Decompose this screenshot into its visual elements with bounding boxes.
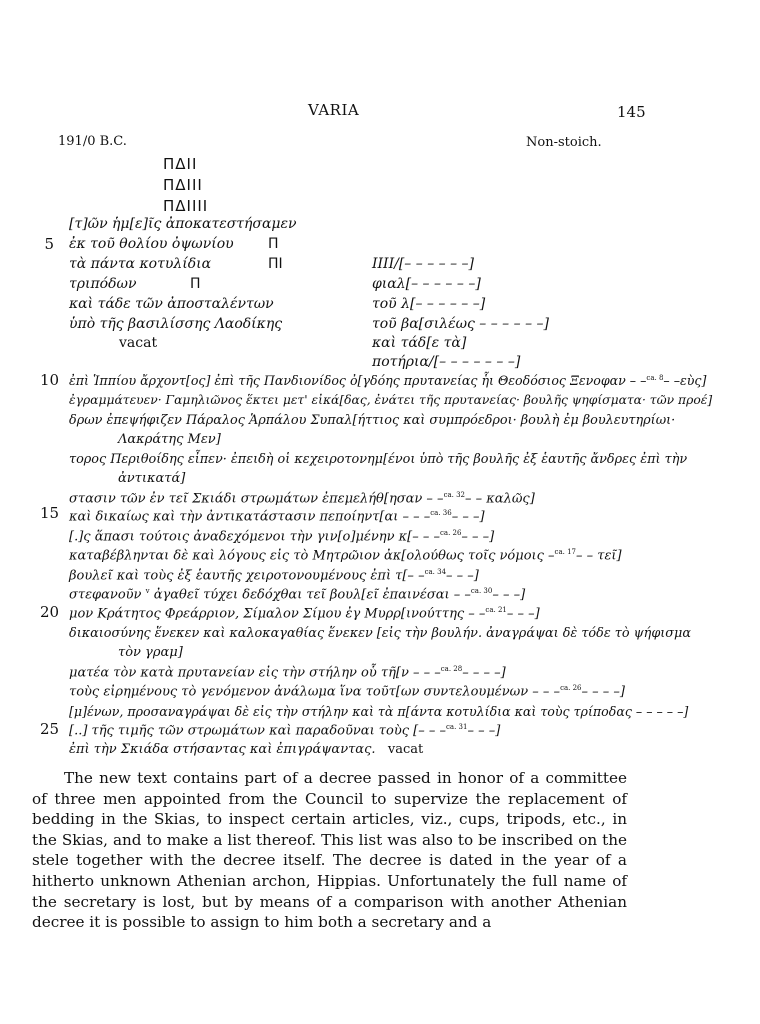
text-line: καὶ τάδ[ε τὰ] <box>372 335 467 351</box>
vacat-label: vacat <box>119 335 158 351</box>
text-line: τὰ πάντα κοτυλίδια <box>69 256 212 272</box>
text-line: βουλεῖ καὶ τοὺς ἐξ ἑαυτῆς χειροτονουμένους ἐπὶ τ[– –$^{ca. 34}$– – –] <box>69 568 479 584</box>
text-line: [..] τῆς τιμῆς τῶν στρωμάτων καὶ παραδοῦναι τοὺς [– – –$^{ca. 31}$– – –] <box>69 723 501 739</box>
text-line: ποτήρια/[– – – – – – –] <box>372 354 521 370</box>
stoich-label: Non-stoich. <box>526 135 602 150</box>
line-number: 15 <box>40 504 60 522</box>
text-line: δικαιοσύνης ἕνεκεν καὶ καλοκαγαθίας ἕνεκεν [εἰς τὴν βουλήν. ἀναγράψαι δὲ τόδε τὸ ψήφισμα <box>69 626 692 641</box>
text-line: δρων ἐπεψήφιζεν Πάραλος Ἁρπάλου Συπαλ[ήττιος καὶ συμπρόεδροι· βουλὴ ἐμ βουλευτηρίωι· <box>69 413 676 428</box>
text-line: ἐπὶ τὴν Σκιάδα στήσαντας καὶ ἐπιγράψαντας. vacat <box>69 742 424 757</box>
numeral-1: ΠΔII <box>163 155 198 173</box>
text-line: στεφανοῦν $^v$ ἀγαθεῖ τύχει δεδόχθαι τεῖ βουλ[εῖ ἐπαινέσαι – –$^{ca. 30}$– – –] <box>69 587 526 603</box>
numeral-mark: ΠΙ <box>268 256 283 272</box>
numeral-2: ΠΔIII <box>163 176 203 194</box>
text-line: τορος Περιθοίδης εἶπεν· ἐπειδὴ οἱ κεχειροτονημ[ένοι ὑπὸ τῆς βουλῆς ἐξ ἑαυτῆς ἄνδρες ἐπὶ τὴν <box>69 452 688 467</box>
text-line: μον Κράτητος Φρεάρριον, Σίμαλον Σίμου ἐγ Μυρρ[ινούττης – –$^{ca. 21}$– – –] <box>69 606 540 622</box>
text-line: τὸν γραμ] <box>118 645 183 660</box>
text-line: ἐγραμμάτευεν· Γαμηλιῶνος ἕκτει μετ' εἰκά[δας, ἐνάτει τῆς πρυτανείας· βουλῆς ψηφίσματα· τῶν προέ] <box>69 393 713 407</box>
text-line: στασιν τῶν ἐν τεῖ Σκιάδι στρωμάτων ἐπεμελήθ[ησαν – –$^{ca. 32}$– – καλῶς] <box>69 491 535 507</box>
text-line: IIII/[– – – – – –] <box>372 256 475 272</box>
date-label: 191/0 B.C. <box>58 134 127 149</box>
text-line: Λακράτης Μεν] <box>118 432 221 447</box>
running-title: VARIA <box>308 101 360 119</box>
text-line: τοῦ λ[– – – – – –] <box>372 296 486 312</box>
text-line: [.]ς ἅπασι τούτοις ἀναδεχόμενοι τὴν γιν[ο]μένην κ[– – –$^{ca. 26}$– – –] <box>69 529 495 545</box>
text-line: ματέα τὸν κατὰ πρυτανείαν εἰς τὴν στήλην οὗ τῆ[ν – – –$^{ca. 28}$– – – –] <box>69 665 506 681</box>
text-line: τοὺς εἰρημένους τὸ γενόμενον ἀνάλωμα ἵνα τοῦτ[ων συντελουμένων – – –$^{ca. 26}$– – – –] <box>69 684 625 700</box>
text-line: ἐκ τοῦ θολίου ὀψωνίου <box>69 236 234 252</box>
text-line: τοῦ βα[σιλέως – – – – – –] <box>372 316 549 332</box>
text-line: τριπόδων <box>69 276 137 292</box>
text-line: [μ]ένων, προσαναγράψαι δὲ εἰς τὴν στήλην καὶ τὰ π[άντα κοτυλίδια καὶ τοὺς τρίποδας – – – – –] <box>69 704 689 719</box>
page-number: 145 <box>617 103 646 121</box>
text-line: φιαλ[– – – – – –] <box>372 276 481 292</box>
commentary-paragraph <box>32 768 627 933</box>
numeral-mark: Π <box>190 276 201 292</box>
line-number: 10 <box>40 371 60 389</box>
line-number: 5 <box>44 235 54 253</box>
line-number: 20 <box>40 603 60 621</box>
numeral-mark: Π <box>268 236 279 252</box>
text-line: ὑπὸ τῆς βασιλίσσης Λαοδίκης <box>69 316 283 332</box>
text-line: ἐπὶ Ἱππίου ἄρχοντ[ος] ἐπὶ τῆς Πανδιονίδος ὀ[γδόης πρυτανείας ἧι Θεοδόσιος Ξενοφαν – –$^{ca. 8}$– –εὺς] <box>69 373 707 388</box>
text-line: καὶ τάδε τῶν ἀποσταλέντων <box>69 296 274 312</box>
text-line: [τ]ῶν ἡμ[ε]ῖς ἀποκατεστήσαμεν <box>69 216 297 232</box>
commentary-text: The new text contains part of a decree passed in honor of a committee of three men appointed from the Council to supervize the replacement of bedding in the Skias, to inspect certain articles, viz., cups, tripods, etc., in the Skias, and to make a list thereof. This list was also to be inscribed on the stele together with the decree itself. The decree is dated in the year of a hitherto unknown Athenian archon, Hippias. Unfortunately the full name of the secretary is lost, but by means of a comparison with another Athenian decree it is possible to assign to him both a secretary and a <box>32 769 627 932</box>
text-line: ἀντικατά] <box>118 471 186 486</box>
text-line: καταβέβληνται δὲ καὶ λόγους εἰς τὸ Μητρῶιον ἀκ[ολούθως τοῖς νόμοις –$^{ca. 17}$– – τεῖ] <box>69 548 622 564</box>
numeral-3: ΠΔIIII <box>163 197 209 215</box>
line-number: 25 <box>40 720 60 738</box>
text-line: καὶ δικαίως καὶ τὴν ἀντικατάστασιν πεποίηντ[αι – – –$^{ca. 36}$– – –] <box>69 509 485 525</box>
